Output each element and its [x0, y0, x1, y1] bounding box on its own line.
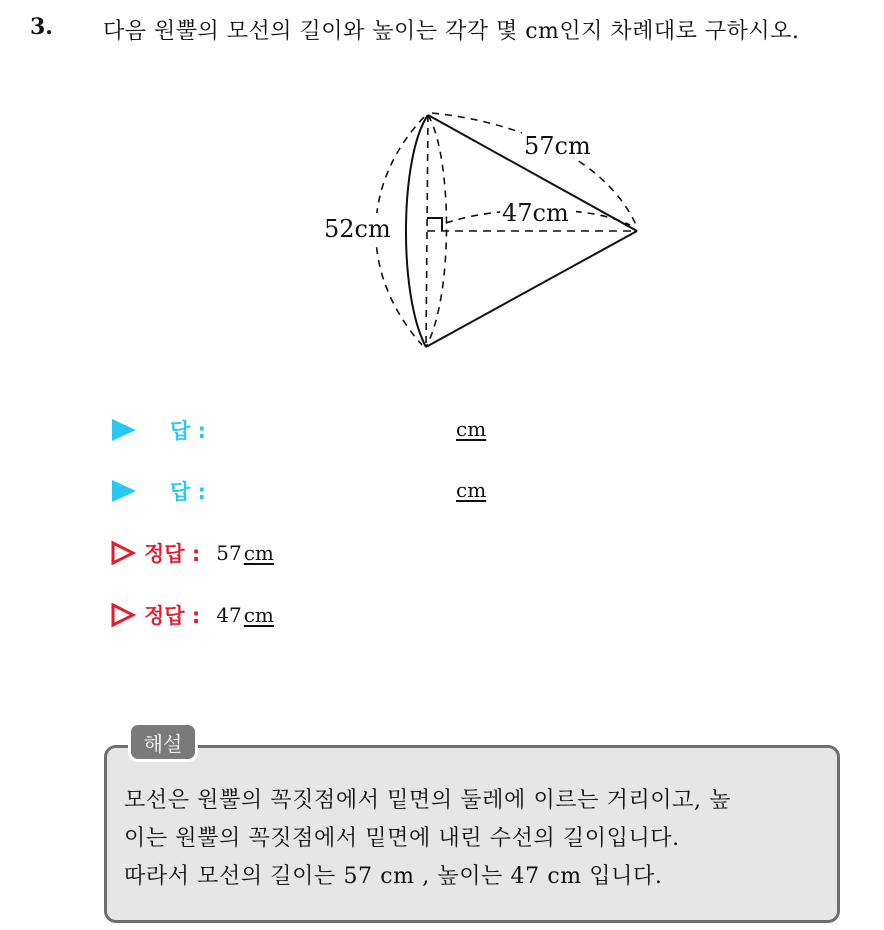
- cone-slant-bottom: [426, 231, 637, 347]
- explanation-text: [124, 782, 834, 896]
- answer-marker-icon: [112, 480, 136, 502]
- slant-label: 57cm: [524, 132, 591, 160]
- correct-label: 정답 :: [144, 604, 201, 628]
- cone-base-front: [406, 115, 428, 347]
- correct-row-1: [110, 536, 274, 570]
- correct-label: 정답 :: [144, 542, 201, 566]
- answer-unit[interactable]: cm: [456, 478, 487, 502]
- correct-unit: cm: [243, 603, 274, 627]
- answer-unit[interactable]: cm: [456, 417, 487, 441]
- explanation-tab: 해설: [128, 722, 198, 762]
- answer-label: 답 :: [170, 419, 206, 443]
- diameter-label: 52cm: [324, 215, 391, 243]
- correct-value: 57 cm: [216, 541, 274, 565]
- explanation-line: 모선은 원뿔의 꼭짓점에서 밑면의 둘레에 이르는 거리이고, 높: [124, 788, 732, 813]
- height-label: 47cm: [502, 199, 569, 227]
- right-angle-mark: [427, 218, 442, 231]
- correct-marker-icon: [110, 602, 136, 628]
- correct-unit: cm: [243, 541, 274, 565]
- explanation-line: 따라서 모선의 길이는 57 cm , 높이는 47 cm 입니다.: [124, 864, 663, 889]
- cone-figure: [300, 95, 660, 365]
- correct-row-2: [110, 598, 274, 632]
- answer-row-2: [112, 474, 206, 508]
- answer-label: 답 :: [170, 480, 206, 504]
- explanation-line: 이는 원뿔의 꼭짓점에서 밑면에 내린 수선의 길이입니다.: [124, 826, 680, 851]
- correct-marker-icon: [110, 540, 136, 566]
- question-number: 3.: [30, 14, 53, 40]
- question-text: 다음 원뿔의 모선의 길이와 높이는 각각 몇 cm인지 차례대로 구하시오.: [103, 19, 800, 44]
- answer-row-1: [112, 413, 206, 447]
- answer-marker-icon: [112, 419, 136, 441]
- correct-value: 47 cm: [216, 603, 274, 627]
